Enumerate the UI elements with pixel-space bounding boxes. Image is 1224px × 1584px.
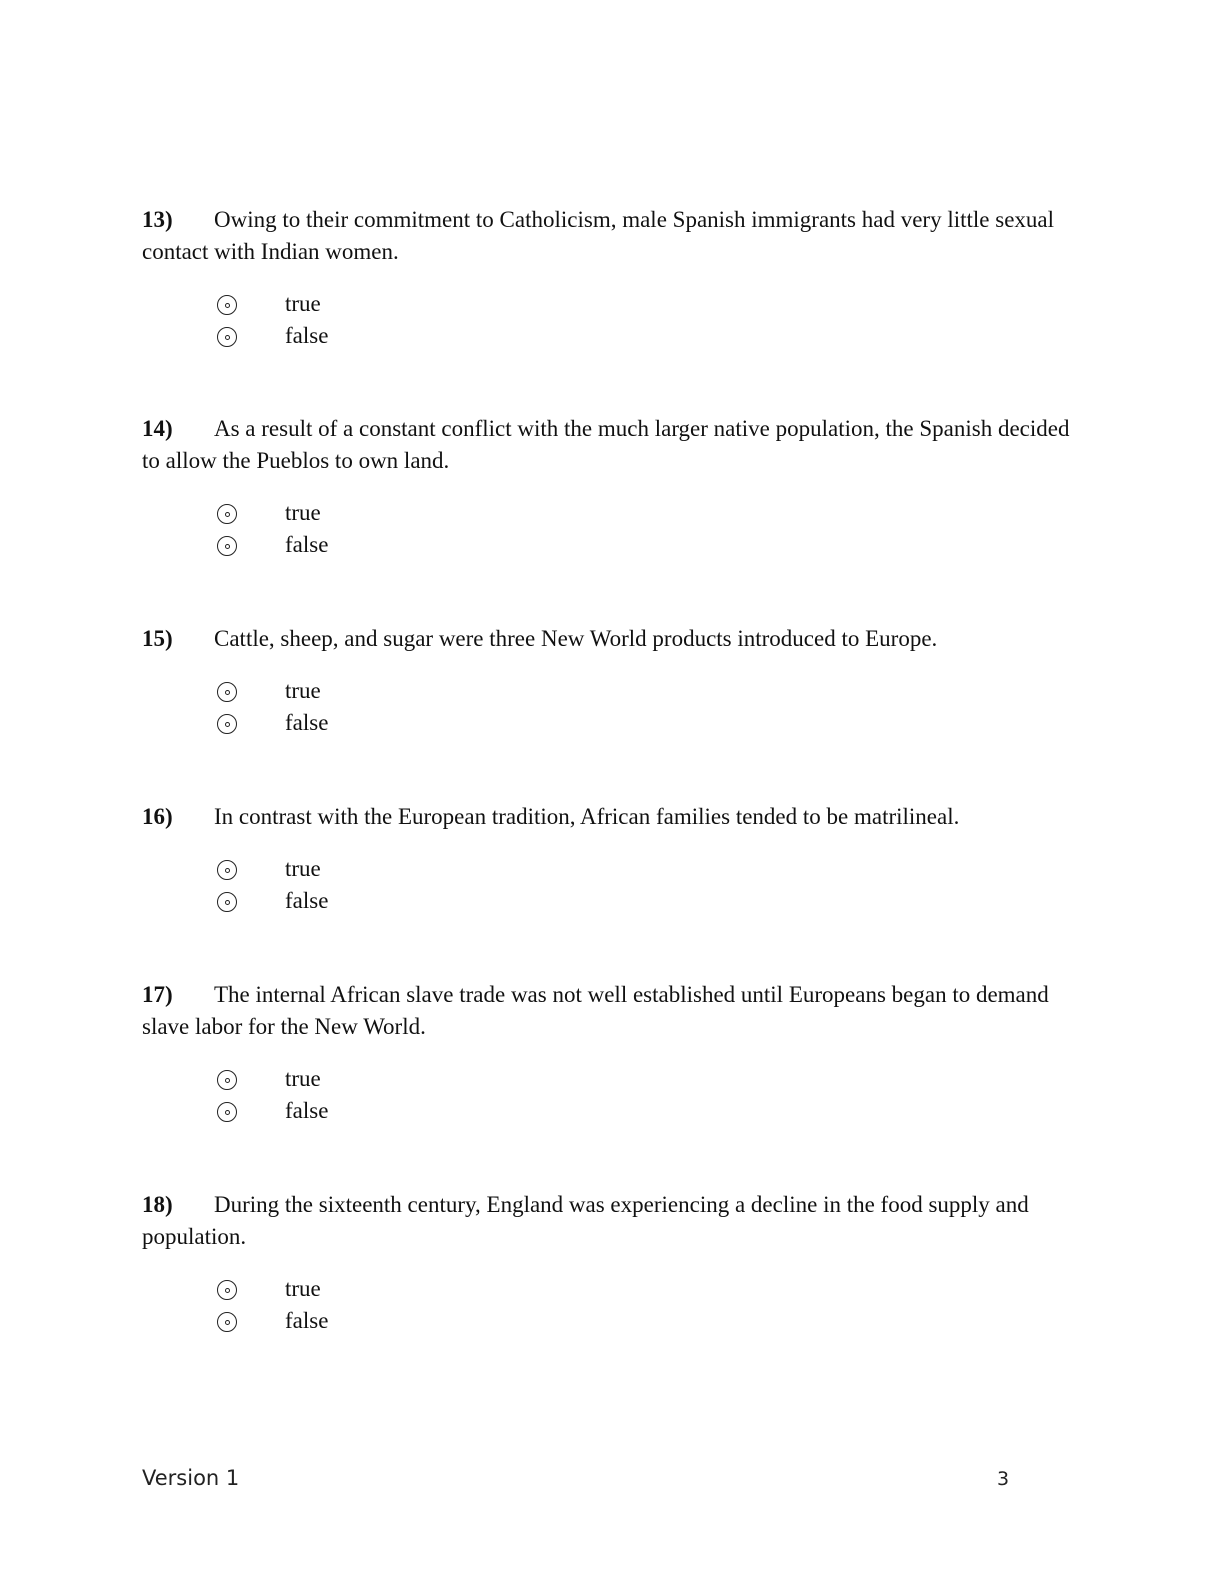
radio-button-icon[interactable]: [217, 714, 237, 734]
question-16: [142, 801, 1082, 917]
question-prompt: During the sixteenth century, England was experiencing a decline in the food supply and population.: [142, 1192, 1029, 1249]
question-17: [142, 979, 1082, 1127]
option-false[interactable]: [215, 1305, 1082, 1337]
option-false[interactable]: [215, 529, 1082, 561]
radio-button-icon[interactable]: [217, 504, 237, 524]
radio-button-icon[interactable]: [217, 892, 237, 912]
footer-version: Version 1: [142, 1466, 240, 1490]
footer-page-number: 3: [997, 1468, 1010, 1490]
radio-button-icon[interactable]: [217, 1312, 237, 1332]
radio-button-icon[interactable]: [217, 327, 237, 347]
option-true[interactable]: [215, 288, 1082, 320]
option-label: true: [285, 856, 321, 881]
question-number: 16): [142, 804, 173, 829]
option-true[interactable]: [215, 853, 1082, 885]
radio-button-icon[interactable]: [217, 536, 237, 556]
option-true[interactable]: [215, 497, 1082, 529]
question-number: 13): [142, 207, 173, 232]
question-text: [142, 413, 1082, 477]
answer-options: [215, 1063, 1082, 1127]
option-label: false: [285, 532, 329, 557]
question-text: [142, 204, 1082, 268]
option-true[interactable]: [215, 1273, 1082, 1305]
answer-options: [215, 1273, 1082, 1337]
option-false[interactable]: [215, 707, 1082, 739]
option-label: false: [285, 888, 329, 913]
question-number: 18): [142, 1192, 173, 1217]
radio-button-icon[interactable]: [217, 1070, 237, 1090]
option-false[interactable]: [215, 1095, 1082, 1127]
question-text: [142, 1189, 1082, 1253]
radio-button-icon[interactable]: [217, 860, 237, 880]
question-prompt: The internal African slave trade was not well established until Europeans began to demand slave labor for the New World.: [142, 982, 1049, 1039]
option-true[interactable]: [215, 675, 1082, 707]
question-text: [142, 979, 1082, 1043]
question-text: [142, 623, 1082, 655]
option-label: false: [285, 1308, 329, 1333]
option-label: true: [285, 291, 321, 316]
answer-options: [215, 853, 1082, 917]
radio-button-icon[interactable]: [217, 682, 237, 702]
radio-button-icon[interactable]: [217, 1280, 237, 1300]
question-prompt: Cattle, sheep, and sugar were three New World products introduced to Europe.: [214, 626, 938, 651]
question-prompt: Owing to their commitment to Catholicism, male Spanish immigrants had very little sexual contact with Indian women.: [142, 207, 1055, 264]
question-prompt: As a result of a constant conflict with the much larger native population, the Spanish decided to allow the Pueblos to own land.: [142, 416, 1070, 473]
option-false[interactable]: [215, 885, 1082, 917]
question-number: 14): [142, 416, 173, 441]
question-number: 15): [142, 626, 173, 651]
question-18: [142, 1189, 1082, 1337]
question-13: [142, 204, 1082, 352]
radio-button-icon[interactable]: [217, 1102, 237, 1122]
option-label: true: [285, 500, 321, 525]
question-number: 17): [142, 982, 173, 1007]
answer-options: [215, 497, 1082, 561]
option-label: false: [285, 1098, 329, 1123]
question-prompt: In contrast with the European tradition, African families tended to be matrilineal.: [214, 804, 960, 829]
option-label: false: [285, 710, 329, 735]
question-text: [142, 801, 1082, 833]
option-label: false: [285, 323, 329, 348]
answer-options: [215, 675, 1082, 739]
option-label: true: [285, 678, 321, 703]
option-label: true: [285, 1066, 321, 1091]
option-true[interactable]: [215, 1063, 1082, 1095]
question-14: [142, 413, 1082, 561]
answer-options: [215, 288, 1082, 352]
question-15: [142, 623, 1082, 739]
option-label: true: [285, 1276, 321, 1301]
radio-button-icon[interactable]: [217, 295, 237, 315]
option-false[interactable]: [215, 320, 1082, 352]
